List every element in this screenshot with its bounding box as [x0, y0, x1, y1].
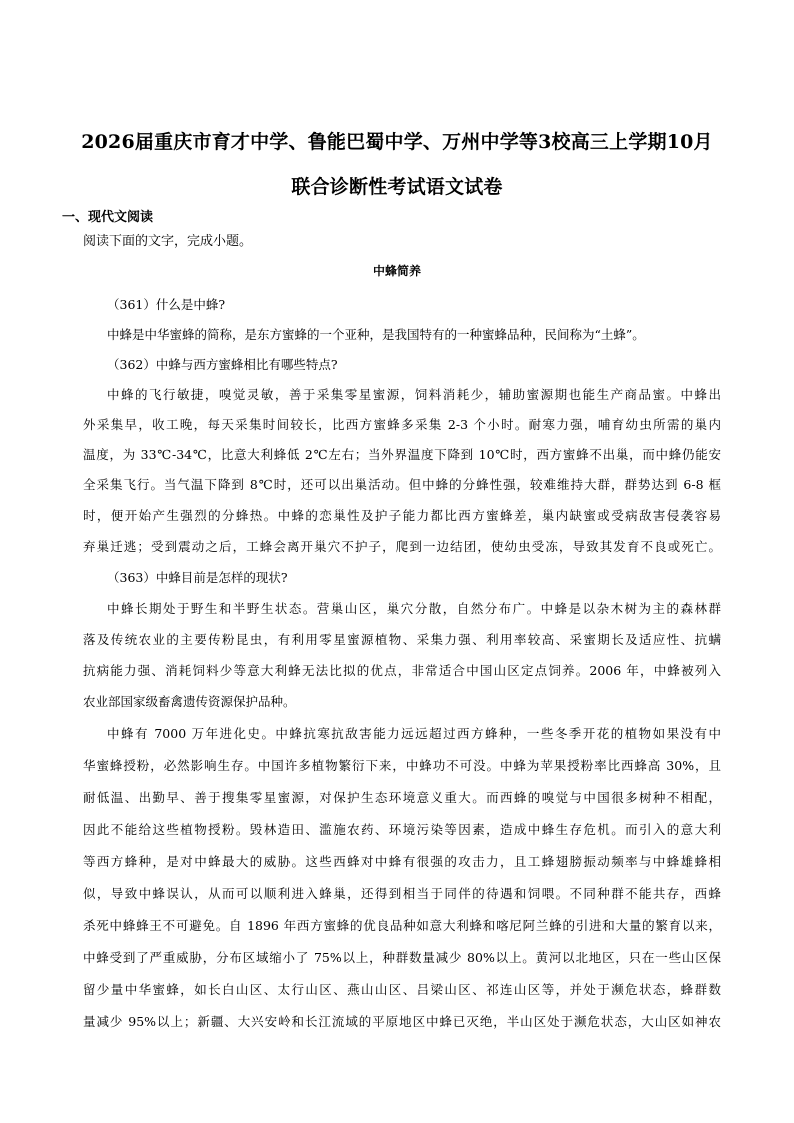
- paragraph-4-line: 等西方蜂种，是对中蜂最大的威胁。这些西蜂对中蜂有很强的攻击力，且工蜂翅膀振动频率与中蜂雄蜂相: [83, 854, 721, 869]
- paragraph-4-line: 似，导致中蜂误认，从而可以顺利进入蜂巢，还得到相当于同伴的待遇和饲喂。不同种群不能共存，西蜂: [83, 886, 721, 901]
- paragraph-3-line: 中蜂长期处于野生和半野生状态。营巢山区，巢穴分散，自然分布广。中蜂是以杂木树为主的森林群: [107, 601, 721, 616]
- paragraph-2-line: 外采集早，收工晚，每天采集时间较长，比西方蜜蜂多采集 2-3 个小时。耐寒力强，哺育幼虫所需的巢内: [83, 417, 721, 432]
- paragraph-1: 中蜂是中华蜜蜂的简称，是东方蜜蜂的一个亚种，是我国特有的一种蜜蜂品种，民间称为“土蜂”。: [107, 327, 645, 342]
- paragraph-4-line: 中蜂受到了严重威胁，分布区域缩小了 75%以上，种群数量减少 80%以上。黄河以北地区，只在一些山区保: [83, 950, 721, 965]
- paragraph-2-line: 全采集飞行。当气温下降到 8℃时，还可以出巢活动。但中蜂的分蜂性强，较难维持大群，群势达到 6-8 框: [83, 477, 721, 492]
- question-363: （363）中蜂目前是怎样的现状?: [107, 570, 288, 585]
- paragraph-3-line: 落及传统农业的主要传粉昆虫，有利用零星蜜源植物、采集力强、利用率较高、采蜜期长及适应性、抗螨: [83, 632, 721, 647]
- paragraph-4-line: 耐低温、出勤早、善于搜集零星蜜源，对保护生态环境意义重大。而西蜂的嗅觉与中国很多树种不相配，: [83, 790, 721, 805]
- paragraph-2-line: 中蜂的飞行敏捷，嗅觉灵敏，善于采集零星蜜源，饲料消耗少，辅助蜜源期也能生产商品蜜。中蜂出: [107, 387, 721, 402]
- paragraph-2-line: 时，便开始产生强烈的分蜂热。中蜂的恋巢性及护子能力都比西方蜜蜂差，巢内缺蜜或受病敌害侵袭容易: [83, 508, 721, 523]
- paragraph-4-line: 量减少 95%以上；新疆、大兴安岭和长江流域的平原地区中蜂已灭绝，半山区处于濒危状态，大山区如神农: [83, 1014, 721, 1029]
- question-362: （362）中蜂与西方蜜蜂相比有哪些特点?: [107, 357, 338, 372]
- article-title: 中蜂简养: [372, 264, 421, 278]
- paragraph-4-line: 因此不能给这些植物授粉。毁林造田、滥施农药、环境污染等因素，造成中蜂生存危机。而引入的意大利: [83, 822, 721, 837]
- section-heading: 一、现代文阅读: [62, 210, 154, 225]
- paragraph-2-line: 温度，为 33℃-34℃，比意大利蜂低 2℃左右；当外界温度下降到 10℃时，西方蜜蜂不出巢，而中蜂仍能安: [83, 447, 721, 462]
- paragraph-4-line: 留少量中华蜜蜂，如长白山区、太行山区、燕山山区、吕梁山区、祁连山区等，并处于濒危状态，蜂群数: [83, 982, 721, 997]
- paragraph-4-line: 华蜜蜂授粉，必然影响生存。中国许多植物繁衍下来，中蜂功不可没。中蜂为苹果授粉率比西蜂高 30%，且: [83, 758, 721, 773]
- paragraph-2-line: 弃巢迁逃；受到震动之后，工蜂会离开巢穴不护子，爬到一边结团，使幼虫受冻，导致其发育不良或死亡。: [83, 539, 721, 554]
- exam-title-line-1: 2026届重庆市育才中学、鲁能巴蜀中学、万州中学等3校高三上学期10月: [81, 131, 713, 153]
- paragraph-4-line: 中蜂有 7000 万年进化史。中蜂抗寒抗敌害能力远远超过西方蜂种，一些冬季开花的植物如果没有中: [107, 726, 721, 741]
- exam-title-line-2: 联合诊断性考试语文试卷: [291, 176, 503, 198]
- paragraph-4-line: 杀死中蜂蜂王不可避免。自 1896 年西方蜜蜂的优良品种如意大利蜂和喀尼阿兰蜂的引进和大量的繁育以来，: [83, 918, 721, 933]
- question-361: （361）什么是中蜂?: [107, 297, 226, 312]
- paragraph-3-line: 抗病能力强、消耗饲料少等意大利蜂无法比拟的优点，非常适合中国山区定点饲养。2006 年，中蜂被列入: [83, 663, 721, 678]
- reading-instruction: 阅读下面的文字，完成小题。: [83, 234, 253, 249]
- paragraph-3-line: 农业部国家级畜禽遗传资源保护品种。: [83, 694, 296, 709]
